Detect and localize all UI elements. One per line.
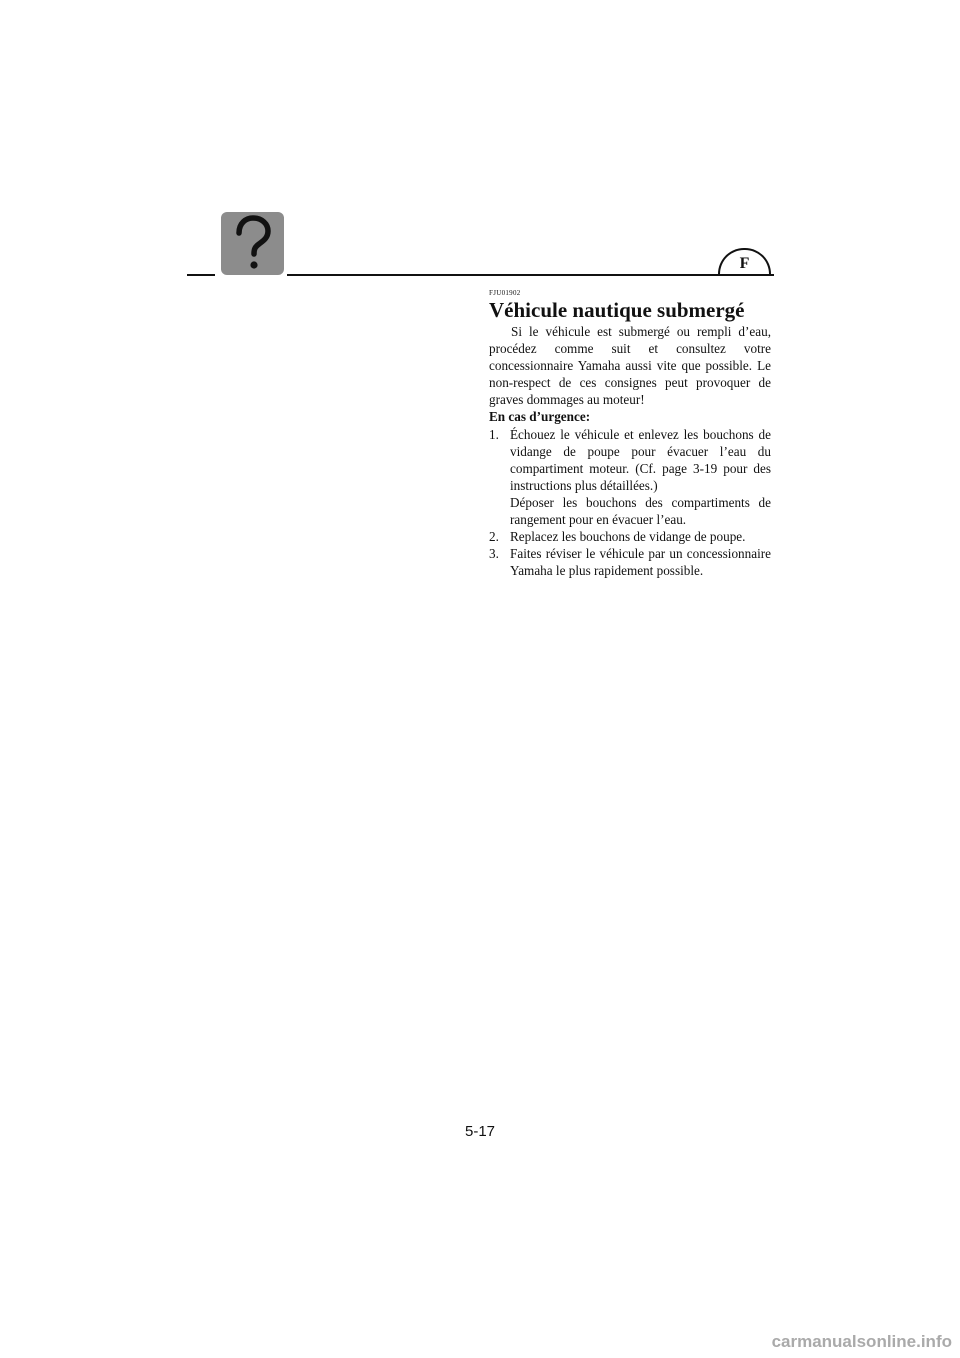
list-item	[489, 426, 771, 529]
section-body	[489, 323, 771, 579]
header-rule-right	[287, 274, 774, 276]
step-number: 1.	[489, 426, 499, 442]
list-item	[489, 545, 771, 579]
language-badge-label: F	[739, 255, 750, 272]
language-badge	[718, 248, 771, 274]
question-mark-icon	[221, 212, 284, 275]
step-text: Replacez les bouchons de vidange de poupe.	[510, 529, 746, 545]
step-text: Échouez le véhicule et enlevez les bouchons de vidange de poupe pour évacuer l’eau du compartiment moteur. (Cf. page 3-19 pour des instructions plus détaillées.)	[510, 426, 771, 493]
emergency-heading: En cas d’urgence:	[489, 409, 591, 425]
step-text: Faites réviser le véhicule par un concessionnaire Yamaha le plus rapidement possible.	[510, 546, 771, 579]
header-rule-left	[187, 274, 215, 276]
steps-list	[489, 426, 771, 580]
section-title: Véhicule nautique submergé	[489, 298, 745, 322]
section-code: FJU01902	[489, 289, 521, 297]
step-number: 3.	[489, 546, 499, 562]
watermark: carmanualsonline.info	[771, 1332, 952, 1351]
step-text: Déposer les bouchons des compartiments de rangement pour en évacuer l’eau.	[510, 494, 771, 528]
step-number: 2.	[489, 529, 499, 545]
page-number: 5-17	[464, 1123, 496, 1140]
list-item	[489, 528, 771, 545]
intro-paragraph: Si le véhicule est submergé ou rempli d’eau, procédez comme suit et consultez votre concessionnaire Yamaha aussi vite que possible. Le non-respect de ces consignes peut provoquer de graves dommages au moteur!	[489, 324, 771, 408]
